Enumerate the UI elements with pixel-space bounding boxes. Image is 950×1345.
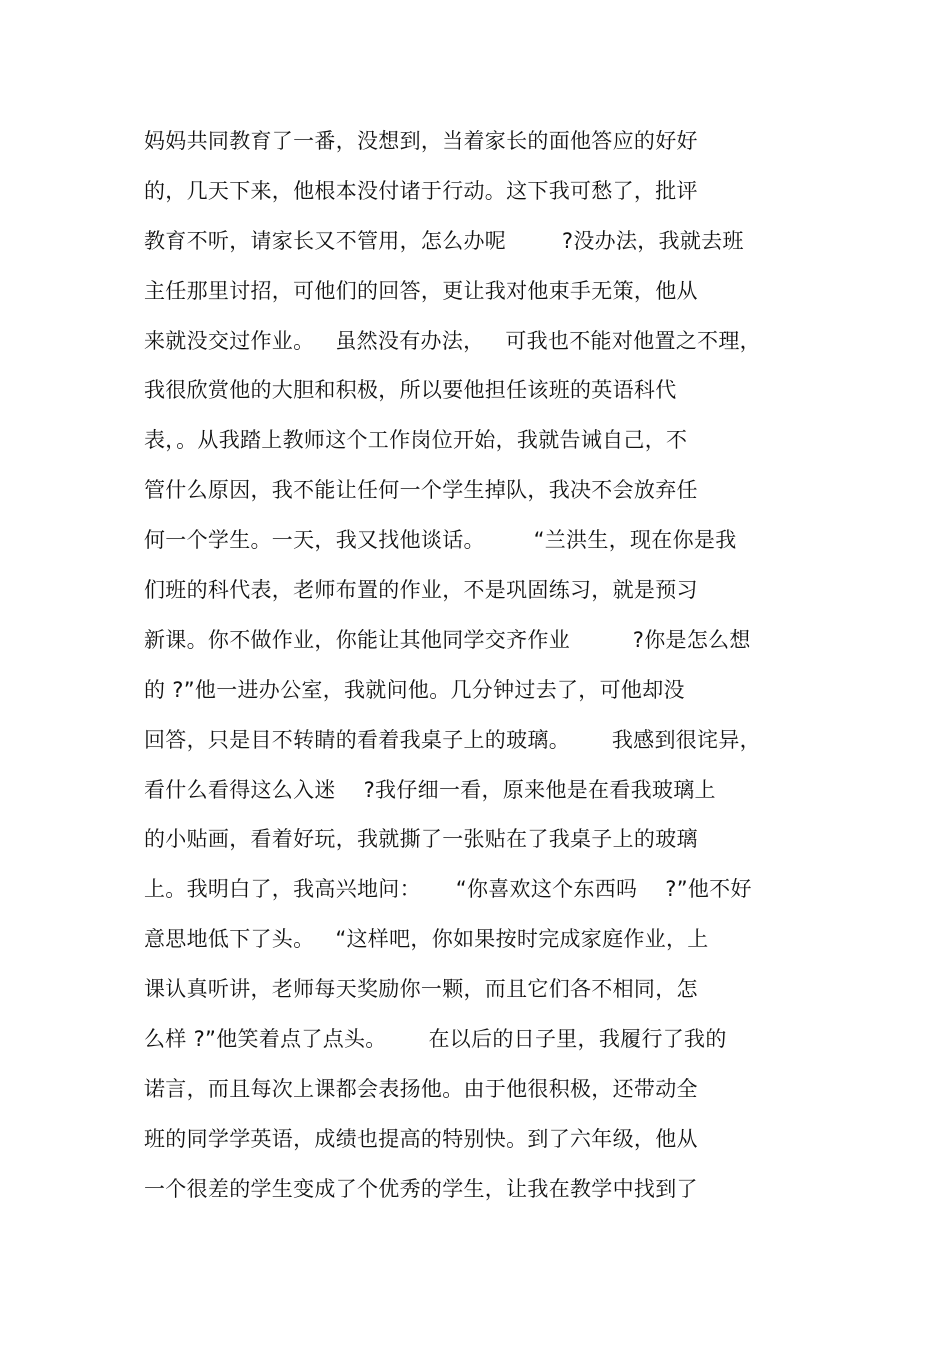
text-line: 新课。你不做作业，你能让其他同学交齐作业 ?你是怎么想 <box>144 627 751 652</box>
text-line: 何一个学生。一天，我又找他谈话。 “兰洪生，现在你是我 <box>144 528 737 553</box>
text-line: 诺言，而且每次上课都会表扬他。由于他很积极，还带动全 <box>144 1076 698 1101</box>
text-line: 么样 ?”他笑着点了点头。 在以后的日子里，我履行了我的 <box>144 1027 727 1052</box>
text-line: 们班的科代表，老师布置的作业，不是巩固练习，就是预习 <box>144 578 698 603</box>
text-line: 管什么原因，我不能让任何一个学生掉队，我决不会放弃任 <box>144 478 698 503</box>
text-line: 班的同学学英语，成绩也提高的特别快。到了六年级，他从 <box>144 1126 698 1151</box>
text-line: 表，。从我踏上教师这个工作岗位开始，我就告诫自己，不 <box>144 428 688 453</box>
text-line: 一个很差的学生变成了个优秀的学生，让我在教学中找到了 <box>144 1176 698 1201</box>
text-line: 意思地低下了头。 “这样吧，你如果按时完成家庭作业，上 <box>144 927 709 952</box>
text-line: 来就没交过作业。 虽然没有办法， 可我也不能对他置之不理， <box>144 328 761 353</box>
text-line: 主任那里讨招，可他们的回答，更让我对他束手无策，他从 <box>144 278 698 303</box>
text-line: 回答，只是目不转睛的看着我桌子上的玻璃。 我感到很诧异， <box>144 727 761 752</box>
text-line: 我很欣赏他的大胆和积极，所以要他担任该班的英语科代 <box>144 378 677 403</box>
text-line: 的小贴画，看着好玩，我就撕了一张贴在了我桌子上的玻璃 <box>144 827 698 852</box>
text-line: 的，几天下来，他根本没付诸于行动。这下我可愁了，批评 <box>144 178 698 203</box>
text-line: 课认真听讲，老师每天奖励你一颗，而且它们各不相同，怎 <box>144 977 698 1002</box>
text-line: 妈妈共同教育了一番，没想到，当着家长的面他答应的好好 <box>144 129 698 153</box>
text-line: 的 ?”他一进办公室，我就问他。几分钟过去了，可他却没 <box>144 677 685 702</box>
body-text <box>144 125 844 1223</box>
text-line: 上。我明白了，我高兴地问： “你喜欢这个东西吗 ?”他不好 <box>144 877 752 902</box>
text-line: 教育不听，请家长又不管用，怎么办呢 ?没办法，我就去班 <box>144 228 744 253</box>
text-line: 看什么看得这么入迷 ?我仔细一看，原来他是在看我玻璃上 <box>144 777 716 802</box>
